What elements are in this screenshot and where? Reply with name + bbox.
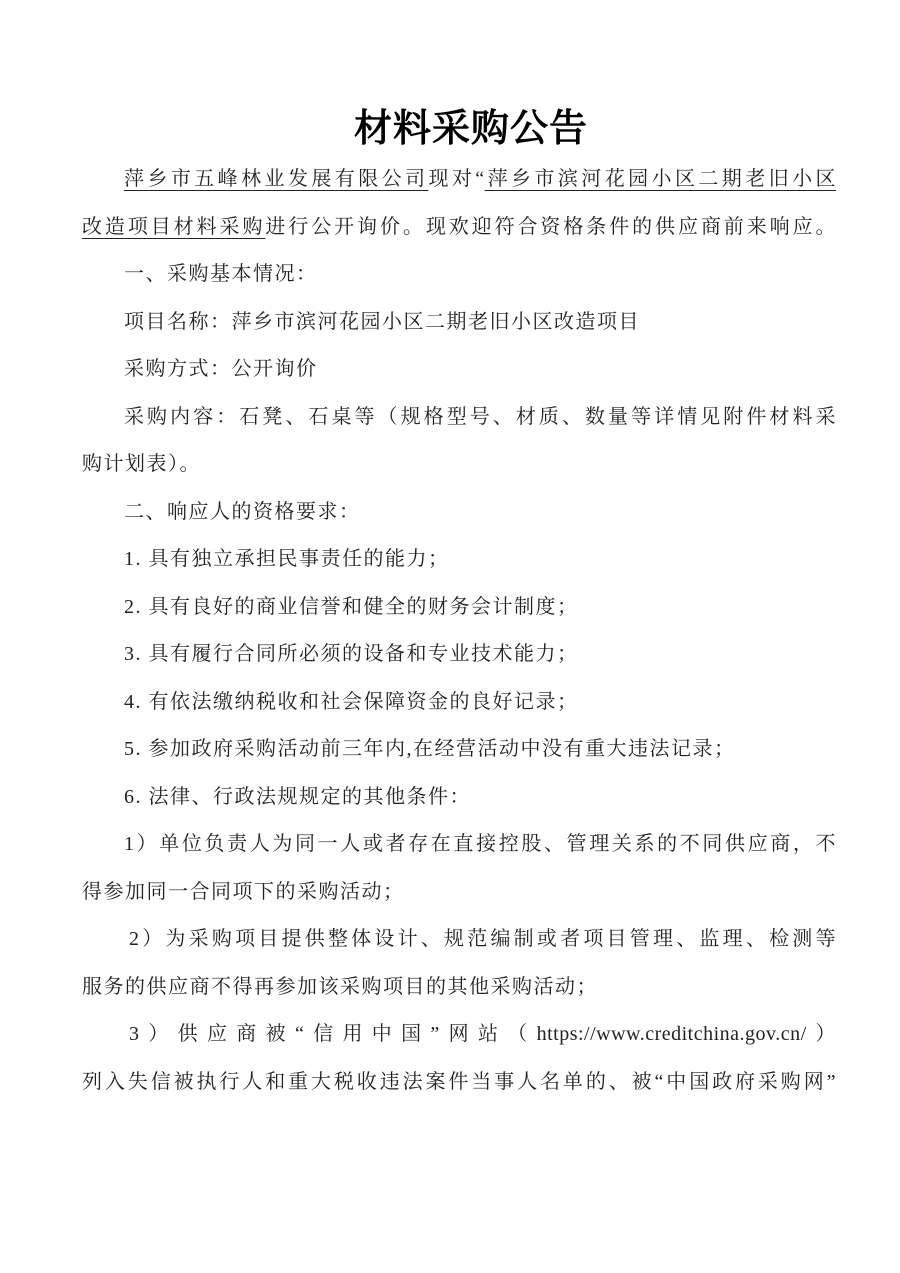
other-condition-2-line-1: 2）为采购项目提供整体设计、规范编制或者项目管理、监理、检测等 [129,928,836,950]
buyer-company-name: 萍乡市五峰林业发展有限公司 [124,168,429,190]
qualification-item-1: 1. 具有独立承担民事责任的能力； [124,548,450,570]
procurement-content-line-2: 购计划表）。 [82,453,201,475]
intro-text-cont: 进行公开询价。现欢迎符合资格条件的供应商前来响应。 [265,215,836,238]
procurement-method-line: 采购方式：公开询价 [124,358,318,380]
project-name-underlined: 萍乡市滨河花园小区二期老旧小区 [484,168,836,190]
other-condition-3-line-2: 列入失信被执行人和重大税收违法案件当事人名单的、被“中国政府采购网” [82,1070,836,1093]
qualification-item-4: 4. 有依法缴纳税收和社会保障资金的良好记录； [124,690,579,713]
other-condition-1-line-2: 得参加同一合同项下的采购活动； [82,880,405,903]
project-name-underlined-cont: 改造项目材料采购 [82,215,266,238]
procurement-content-line-1: 采购内容：石凳、石桌等（规格型号、材质、数量等详情见附件材料采 [124,405,836,428]
qualification-item-3: 3. 具有履行合同所必须的设备和专业技术能力； [124,643,579,665]
doc-title: 材料采购公告 [353,108,588,150]
other-condition-2-line-2: 服务的供应商不得再参加该采购项目的其他采购活动； [82,975,598,998]
qualification-item-5: 5. 参加政府采购活动前三年内,在经营活动中没有重大违法记录； [124,738,736,760]
section2-heading: 二、响应人的资格要求： [124,500,361,523]
other-condition-3-line-1: 3）供应商被“信用中国”网站（https://www.creditchina.gov.cn/） [129,1023,836,1045]
intro-text: 现对“ [428,168,485,190]
document-content [82,103,836,1106]
qualification-item-2: 2. 具有良好的商业信誉和健全的财务会计制度； [124,595,579,618]
project-name-line: 项目名称：萍乡市滨河花园小区二期老旧小区改造项目 [124,310,640,333]
intro-line-2 [82,204,836,252]
intro-line-1 [82,156,836,204]
other-condition-1-line-1: 1）单位负责人为同一人或者存在直接控股、管理关系的不同供应商，不 [124,833,836,855]
qualification-item-6: 6. 法律、行政法规规定的其他条件： [124,785,471,808]
section1-heading: 一、采购基本情况： [124,263,318,285]
